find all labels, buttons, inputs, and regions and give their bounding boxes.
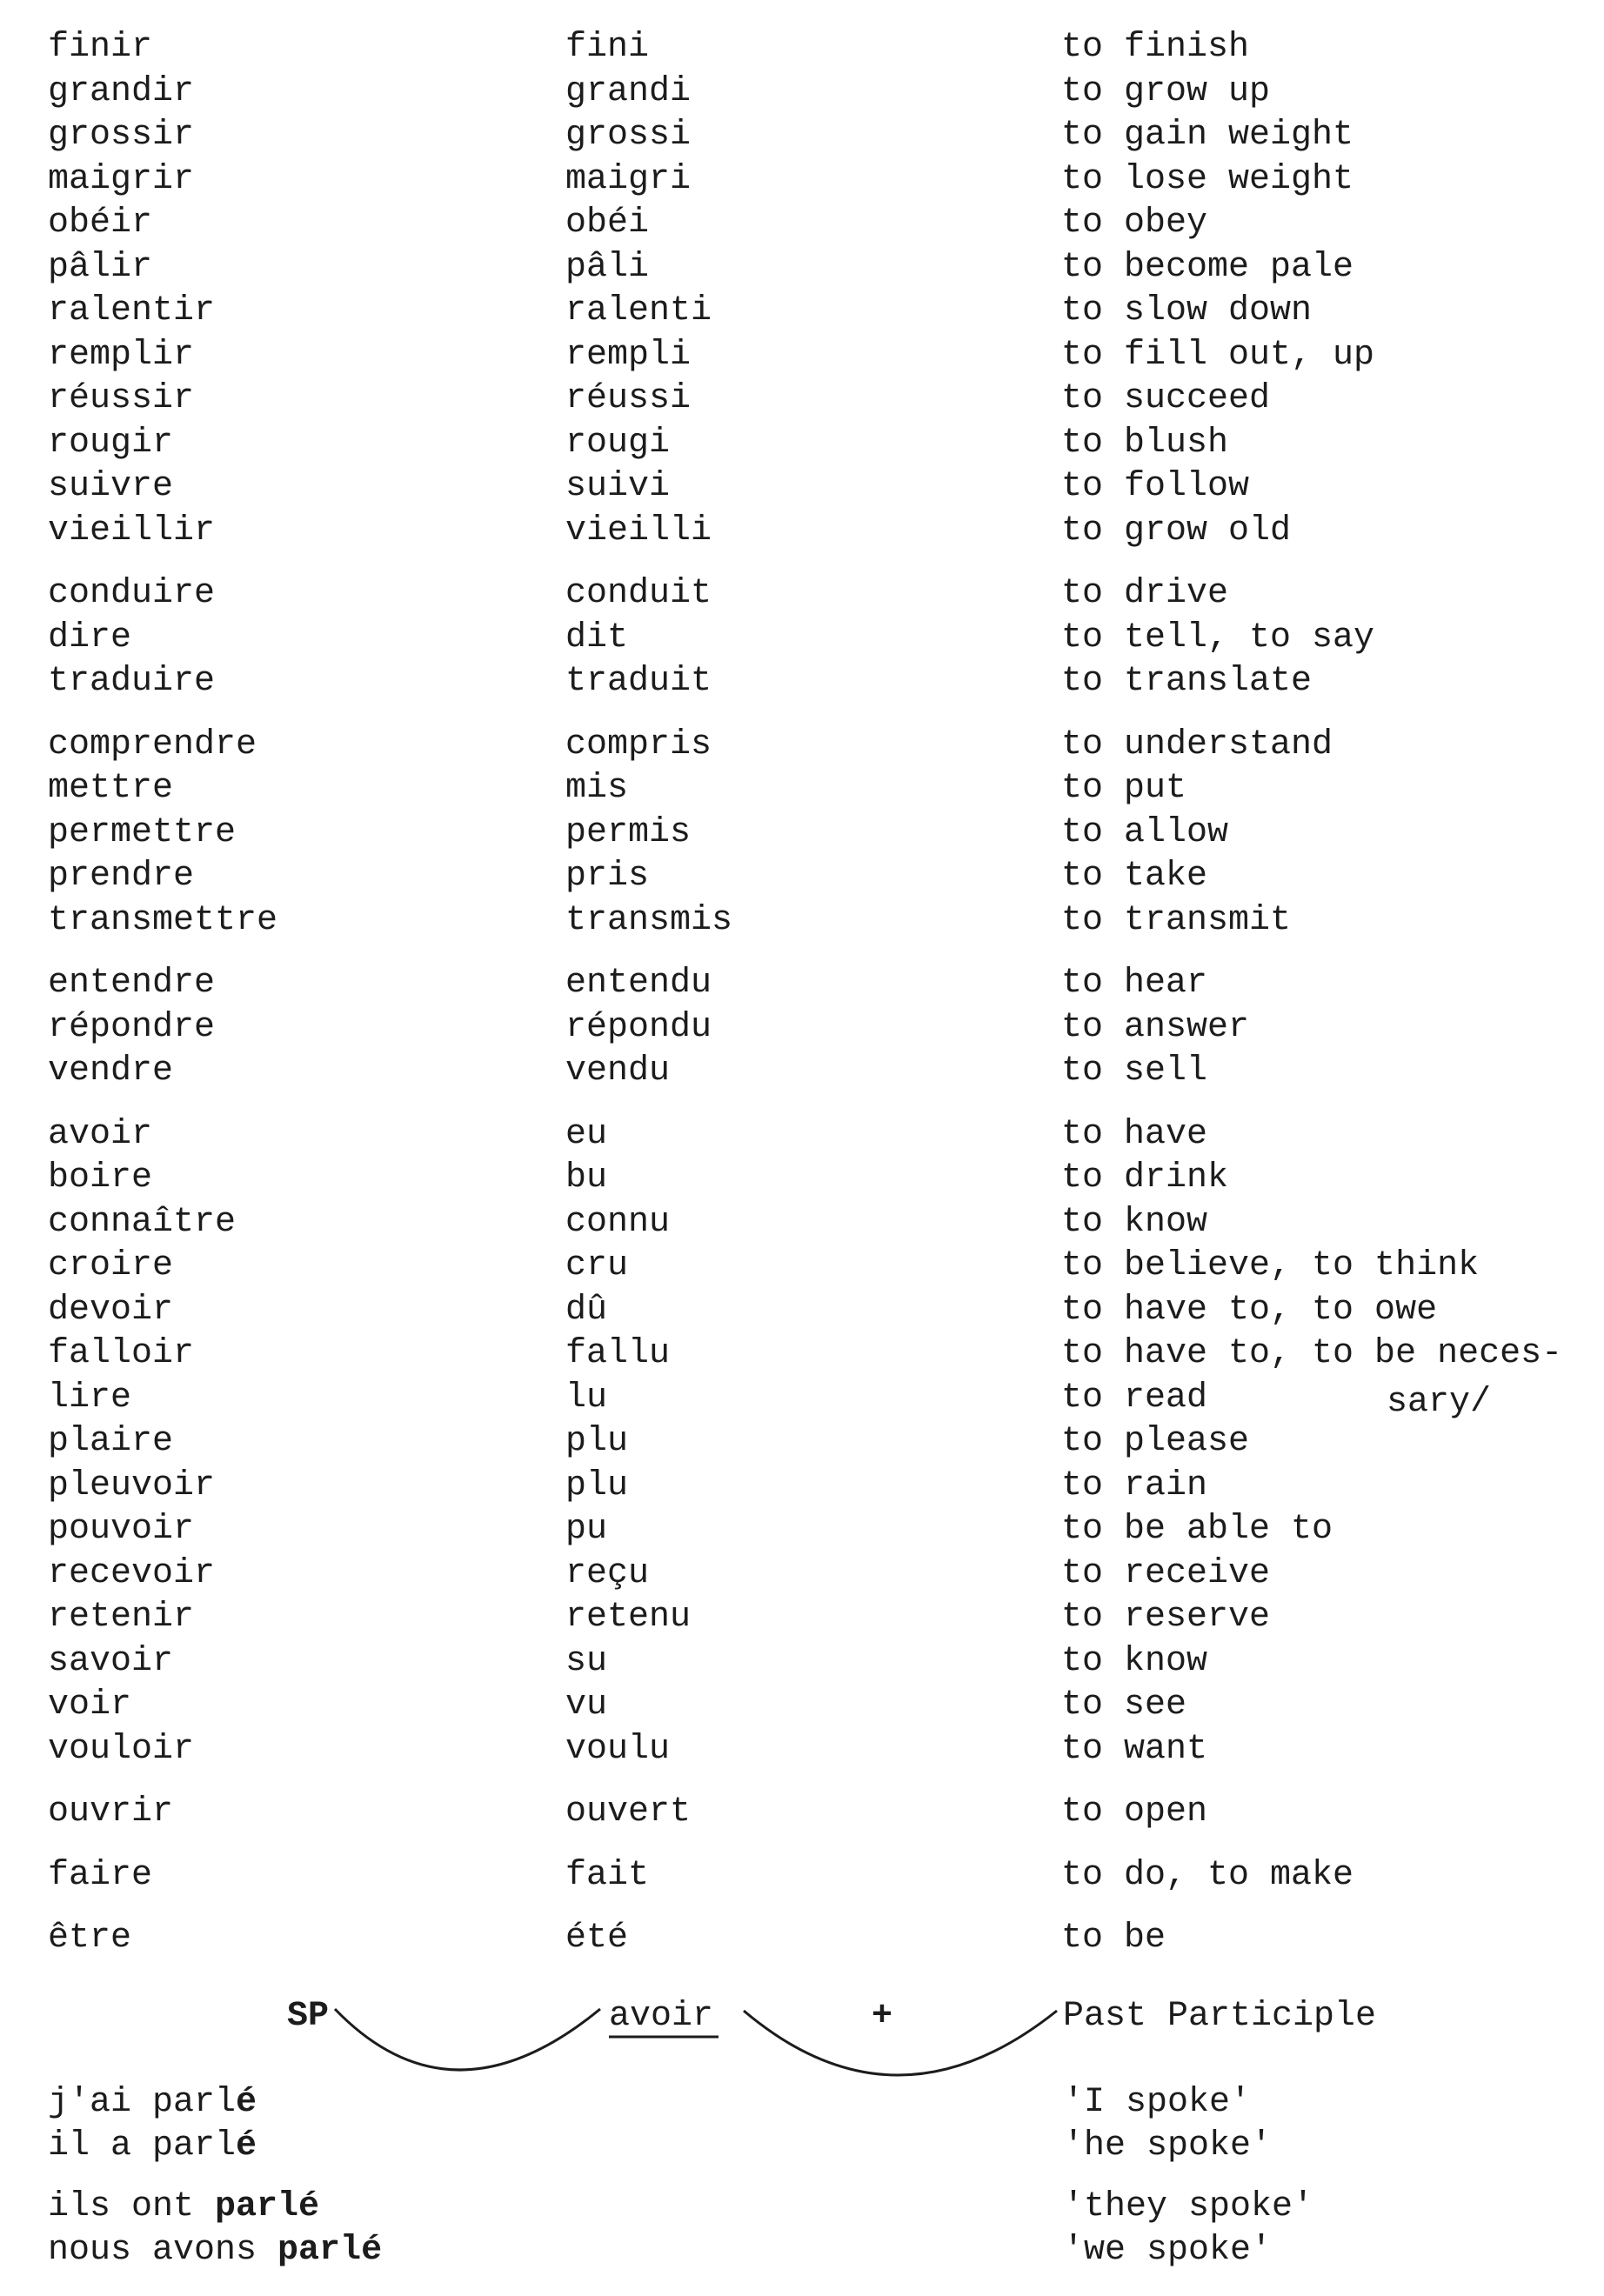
verb-row xyxy=(48,811,1579,856)
english-meaning: to see xyxy=(1061,1685,1187,1725)
past-participle: grossi xyxy=(565,116,692,155)
infinitive: grandir xyxy=(48,71,195,111)
verb-row xyxy=(48,422,1579,466)
past-participle: été xyxy=(565,1919,629,1958)
verb-row xyxy=(48,724,1579,768)
arc-avoir-to-participle xyxy=(744,2011,1057,2075)
verb-row xyxy=(48,1917,1579,1961)
past-participle: maigri xyxy=(565,159,692,199)
english-meaning: to blush xyxy=(1061,423,1229,463)
infinitive: ouvrir xyxy=(48,1792,174,1832)
infinitive: prendre xyxy=(48,857,195,896)
verb-row xyxy=(48,377,1579,422)
infinitive: remplir xyxy=(48,335,195,375)
infinitive: vieillir xyxy=(48,511,216,551)
english-meaning: to do, to make xyxy=(1061,1855,1354,1895)
english-meaning: to tell, to say xyxy=(1061,617,1375,657)
verb-row xyxy=(48,1113,1579,1158)
infinitive: rougir xyxy=(48,423,174,463)
past-participle: lu xyxy=(565,1378,608,1418)
english-meaning: to finish xyxy=(1061,28,1250,67)
infinitive: lire xyxy=(48,1378,132,1418)
auxiliary-label: avoir xyxy=(609,1997,714,2036)
english-meaning: to drive xyxy=(1061,574,1229,613)
english-meaning: to please xyxy=(1061,1422,1250,1461)
infinitive: vouloir xyxy=(48,1729,195,1769)
english-meaning: to know xyxy=(1061,1202,1208,1242)
infinitive: réussir xyxy=(48,379,195,418)
verb-row xyxy=(48,1640,1579,1685)
infinitive: maigrir xyxy=(48,159,195,199)
infinitive: voir xyxy=(48,1685,132,1725)
infinitive: pouvoir xyxy=(48,1510,195,1549)
past-participle: pâli xyxy=(565,247,650,287)
past-participle: pris xyxy=(565,857,650,896)
infinitive: croire xyxy=(48,1246,174,1285)
infinitive: savoir xyxy=(48,1641,174,1681)
verb-row xyxy=(48,510,1579,554)
english-meaning: to grow old xyxy=(1061,511,1292,551)
verb-row xyxy=(48,70,1579,115)
english-meaning: to drink xyxy=(1061,1158,1229,1198)
verb-group xyxy=(48,724,1579,944)
infinitive: pâlir xyxy=(48,247,153,287)
example-gloss: 'we spoke' xyxy=(1063,2231,1273,2270)
verb-row xyxy=(48,1465,1579,1509)
subject-pronoun-label: SP xyxy=(287,1997,330,2036)
past-participle: conduit xyxy=(565,574,712,613)
verb-row xyxy=(48,202,1579,246)
english-meaning: to answer xyxy=(1061,1007,1250,1047)
past-participle: transmis xyxy=(565,900,733,940)
english-meaning: to understand xyxy=(1061,724,1333,764)
example-french: j'ai parlé xyxy=(48,2083,257,2122)
verb-row xyxy=(48,1289,1579,1333)
past-participle: reçu xyxy=(565,1553,650,1593)
english-meaning: to take xyxy=(1061,857,1208,896)
past-participle: réussi xyxy=(565,379,692,418)
infinitive: obéir xyxy=(48,204,153,243)
past-participle: grandi xyxy=(565,71,692,111)
verb-group xyxy=(48,1791,1579,1835)
infinitive: pleuvoir xyxy=(48,1465,216,1505)
infinitive: boire xyxy=(48,1158,153,1198)
past-participle: su xyxy=(565,1641,608,1681)
english-meaning: to have to, to owe xyxy=(1061,1290,1438,1330)
verb-row xyxy=(48,1552,1579,1597)
verb-row xyxy=(48,899,1579,944)
infinitive: avoir xyxy=(48,1114,153,1154)
infinitive: transmettre xyxy=(48,900,278,940)
english-meaning: to put xyxy=(1061,769,1187,808)
english-meaning: to transmit xyxy=(1061,900,1292,940)
verb-row xyxy=(48,26,1579,70)
verb-group xyxy=(48,1917,1579,1961)
infinitive: suivre xyxy=(48,467,174,506)
english-meaning: to be xyxy=(1061,1919,1166,1958)
english-meaning: to become pale xyxy=(1061,247,1354,287)
verb-row xyxy=(48,660,1579,704)
verb-row xyxy=(48,1420,1579,1465)
english-meaning: to sell xyxy=(1061,1051,1208,1091)
verb-group xyxy=(48,962,1579,1094)
infinitive: comprendre xyxy=(48,724,257,764)
verb-row xyxy=(48,114,1579,158)
verb-row xyxy=(48,1006,1579,1051)
english-meaning: to succeed xyxy=(1061,379,1271,418)
past-participle: rempli xyxy=(565,335,692,375)
past-participle: vendu xyxy=(565,1051,671,1091)
verb-group xyxy=(48,1854,1579,1899)
past-participle: pu xyxy=(565,1510,608,1549)
english-meaning: to obey xyxy=(1061,204,1208,243)
english-meaning: to grow up xyxy=(1061,71,1271,111)
verb-table xyxy=(48,26,1579,1980)
verb-row xyxy=(48,767,1579,811)
infinitive: faire xyxy=(48,1855,153,1895)
infinitive: être xyxy=(48,1919,132,1958)
infinitive: conduire xyxy=(48,574,216,613)
english-meaning: to follow xyxy=(1061,467,1250,506)
verb-row xyxy=(48,962,1579,1006)
english-meaning: to fill out, up xyxy=(1061,335,1375,375)
past-participle: traduit xyxy=(565,662,712,701)
verb-row xyxy=(48,1377,1579,1421)
english-meaning: to open xyxy=(1061,1792,1208,1832)
verb-row xyxy=(48,1508,1579,1552)
infinitive: ralentir xyxy=(48,291,216,330)
english-meaning: to know xyxy=(1061,1641,1208,1681)
verb-row xyxy=(48,1791,1579,1835)
infinitive: retenir xyxy=(48,1598,195,1637)
english-meaning: to slow down xyxy=(1061,291,1313,330)
past-participle: ouvert xyxy=(565,1792,692,1832)
past-participle: cru xyxy=(565,1246,629,1285)
verb-group xyxy=(48,26,1579,553)
past-participle: eu xyxy=(565,1114,608,1154)
infinitive: connaître xyxy=(48,1202,237,1242)
english-meaning: to allow xyxy=(1061,812,1229,852)
english-meaning: to believe, to think xyxy=(1061,1246,1480,1285)
past-participle: bu xyxy=(565,1158,608,1198)
past-participle: retenu xyxy=(565,1598,692,1637)
english-meaning: to translate xyxy=(1061,662,1313,701)
english-meaning: to hear xyxy=(1061,964,1208,1003)
past-participle-label: Past Participle xyxy=(1063,1997,1377,2036)
example-french: ils ont parlé xyxy=(48,2187,320,2226)
past-participle: dit xyxy=(565,617,629,657)
english-meaning: to gain weight xyxy=(1061,116,1354,155)
verb-row xyxy=(48,1596,1579,1640)
verb-row xyxy=(48,572,1579,617)
infinitive: devoir xyxy=(48,1290,174,1330)
past-participle: connu xyxy=(565,1202,671,1242)
infinitive: mettre xyxy=(48,769,174,808)
infinitive: plaire xyxy=(48,1422,174,1461)
verb-row xyxy=(48,1245,1579,1289)
past-participle: fini xyxy=(565,28,650,67)
english-meaning: to read xyxy=(1061,1378,1208,1418)
infinitive: recevoir xyxy=(48,1553,216,1593)
hyphen-continuation: sary/ xyxy=(1387,1383,1492,1422)
verb-row xyxy=(48,1854,1579,1899)
past-participle: rougi xyxy=(565,423,671,463)
verb-row xyxy=(48,158,1579,203)
past-participle: suivi xyxy=(565,467,671,506)
past-participle: dû xyxy=(565,1290,608,1330)
english-meaning: to receive xyxy=(1061,1553,1271,1593)
example-french: nous avons parlé xyxy=(48,2231,383,2270)
example-french: il a parlé xyxy=(48,2126,257,2166)
past-participle: fait xyxy=(565,1855,650,1895)
verb-row xyxy=(48,1332,1579,1377)
infinitive: entendre xyxy=(48,964,216,1003)
verb-row xyxy=(48,1201,1579,1245)
english-meaning: to reserve xyxy=(1061,1598,1271,1637)
english-meaning: to want xyxy=(1061,1729,1208,1769)
verb-row xyxy=(48,1728,1579,1772)
example-gloss: 'I spoke' xyxy=(1063,2083,1252,2122)
infinitive: dire xyxy=(48,617,132,657)
past-participle: plu xyxy=(565,1465,629,1505)
verb-row xyxy=(48,334,1579,378)
verb-row xyxy=(48,1157,1579,1201)
past-participle: ralenti xyxy=(565,291,712,330)
arc-sp-to-avoir xyxy=(335,2009,600,2070)
infinitive: falloir xyxy=(48,1334,195,1373)
verb-row xyxy=(48,1684,1579,1728)
verb-row xyxy=(48,1050,1579,1094)
infinitive: grossir xyxy=(48,116,195,155)
infinitive: traduire xyxy=(48,662,216,701)
past-participle: répondu xyxy=(565,1007,712,1047)
past-participle: entendu xyxy=(565,964,712,1003)
infinitive: permettre xyxy=(48,812,237,852)
english-meaning: to lose weight xyxy=(1061,159,1354,199)
infinitive: finir xyxy=(48,28,153,67)
example-gloss: 'he spoke' xyxy=(1063,2126,1273,2166)
past-participle: voulu xyxy=(565,1729,671,1769)
past-participle: vu xyxy=(565,1685,608,1725)
verb-group xyxy=(48,572,1579,704)
infinitive: répondre xyxy=(48,1007,216,1047)
plus-sign: + xyxy=(872,1997,893,2036)
english-meaning: to have to, to be neces- xyxy=(1061,1334,1563,1373)
example-gloss: 'they spoke' xyxy=(1063,2187,1314,2226)
infinitive: vendre xyxy=(48,1051,174,1091)
verb-group xyxy=(48,1113,1579,1772)
past-participle: fallu xyxy=(565,1334,671,1373)
past-participle: vieilli xyxy=(565,511,712,551)
verb-row xyxy=(48,855,1579,899)
past-participle: compris xyxy=(565,724,712,764)
english-meaning: to have xyxy=(1061,1114,1208,1154)
english-meaning: to rain xyxy=(1061,1465,1208,1505)
past-participle: mis xyxy=(565,769,629,808)
past-participle: obéi xyxy=(565,204,650,243)
verb-row xyxy=(48,465,1579,510)
english-meaning: to be able to xyxy=(1061,1510,1333,1549)
past-participle: permis xyxy=(565,812,692,852)
verb-row xyxy=(48,617,1579,661)
verb-row xyxy=(48,290,1579,334)
verb-row xyxy=(48,246,1579,290)
past-participle: plu xyxy=(565,1422,629,1461)
